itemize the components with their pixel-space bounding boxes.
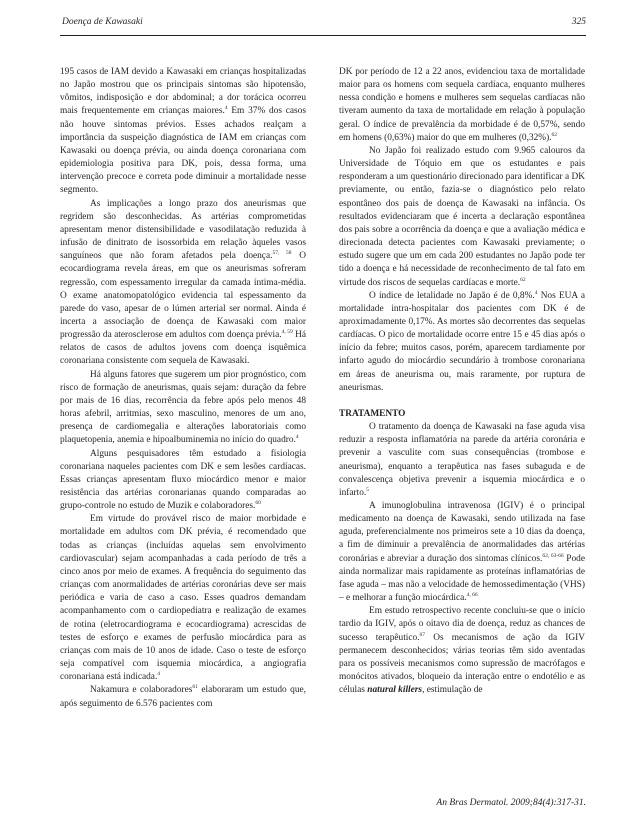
- paragraph-text: Em virtude do provável risco de maior morbidade e mortalidade em adultos com DK prévia, é recomendado que todas as crianças (incluídas aquelas sem envolvimento cardiovascular) sejam acompanhadas a cada período de três a cinco anos por meio de exames. A frequência do seguimento das crianças com anormalidades de artérias coronárias deve ser mais periódica e varia de caso a caso. Esses quadros demandam acompanhamento com o cardiopediatra e realização de exames de rotina (eletrocardiograma e ecocardiograma) acrescidas de testes de esforço e exames de perfusão miocárdica para as crianças com mais de 10 anos de idade. Caso o teste de esforço seja compatível com isquemia miocárdica, a angiografia coronariana está indicada.: [60, 514, 306, 683]
- citation-ref: 62: [520, 276, 526, 283]
- citation-ref: 4, 59: [281, 329, 293, 336]
- paragraph-text: DK por período de 12 a 22 anos, evidenciou taxa de mortalidade maior para os homens com sequela cardíaca, enquanto mulheres nessa condição e homens e mulheres sem sequelas cardíacas não tiveram aumento da taxa de mortalidade em relação à população geral. O índice de prevalência da morbidade é de 0,57%, sendo em homens (0,63%) maior do que em mulheres (0,32%).: [339, 67, 585, 143]
- citation-ref: 4: [295, 434, 299, 441]
- paragraph: [339, 421, 585, 500]
- running-head: Doença de Kawasaki: [62, 17, 143, 27]
- paragraph: [60, 198, 306, 369]
- paragraph-text: A imunoglobulina intravenosa (IGIV) é o principal medicamento na doença de Kawasaki, sendo utilizada na fase aguda, preferencialmente nos primeiros sete a 10 dias da doença, a fim de diminuir a prevalência de anormalidades das artérias coronárias e abreviar a duração dos sintomas clínicos.: [339, 501, 585, 564]
- paragraph: [339, 66, 585, 145]
- header-rule: [60, 35, 586, 36]
- paragraph: [60, 448, 306, 514]
- paragraph-text: O índice de letalidade no Japão é de 0,8%.: [369, 290, 535, 301]
- emphasis-text: natural killers: [367, 685, 423, 696]
- paragraph: [60, 66, 306, 198]
- paragraph-text: As implicações a longo prazo dos aneurismas que regridem são desconhecidas. As artérias comprometidas apresentam menor distensibilidade e vasodilatação reduzida à infusão de dinitrato de isossorbida em relação àqueles vasos sanguíneos que não foram afetados pela doença.: [60, 198, 306, 262]
- paragraph-text: O tratamento da doença de Kawasaki na fase aguda visa reduzir a resposta inflamatória na parede da artéria coronária e prevenir a vasculite com suas consequências (trombose e aneurisma), enquanto a terapêutica nas fases subaguda e de convalescença objetiva prevenir a isquemia miocárdica e o infarto.: [339, 422, 585, 498]
- paragraph-text: Há relatos de casos de adultos jovens com doença isquêmica coronariana consistente com sequela de Kawasaki.: [60, 330, 306, 367]
- citation-ref: 67: [419, 631, 426, 638]
- paragraph-text: Alguns pesquisadores têm estudado a fisiologia coronariana naqueles pacientes com DK e sem lesões cardíacas. Essas crianças apresentam fluxo miocárdico menor e maior resistência das artérias coronarianas quando comparadas ao grupo-controle no estudo de Muzik e colaboradores.: [60, 448, 306, 512]
- paragraph-text: Nos EUA a mortalidade intra-hospitalar dos pacientes com DK é de aproximadamente 0,17%. As mortes são decorrentes das sequelas cardíacas. O pico de mortalidade ocorre entre 15 e 45 dias após o início da febre; muitos casos, porém, aparecem tardiamente por infarto agudo do miocárdio secundário à trombose coronariana em áreas de aneurisma ou, mais raramente, por ruptura de aneurismas.: [339, 290, 585, 393]
- paragraph-text: elaboraram um estudo que, após seguimento de 6.576 pacientes com: [60, 685, 306, 709]
- paragraph-text: Pode ainda normalizar mais rapidamente as proteínas inflamatórias de fase aguda – mas não a velocidade de hemossedimentação (VHS) – e melhorar a função miocárdica.: [339, 553, 585, 604]
- paragraph-text: Em estudo retrospectivo recente concluiu-se que o início tardio da IGIV, após o oitavo dia de doença, reduz as chances de sucesso terapêutico.: [339, 606, 585, 643]
- paragraph: [339, 145, 585, 290]
- citation-ref: 62, 63-66: [542, 552, 564, 559]
- left-column: [60, 66, 306, 711]
- section-heading: TRATAMENTO: [339, 408, 406, 419]
- paragraph: [60, 369, 306, 448]
- paragraph-text: Há alguns fatores que sugerem um pior prognóstico, com risco de formação de aneurismas, quais sejam: duração da febre por mais de 16 dias, recorrência da febre após pelo menos 48 horas afebril, arritmias, sexo masculino, menores de um ano, presença de cardiomegalia e alterações laboratoriais como plaquetopenia, anemia e hipoalbuminemia no início do quadro.: [60, 369, 306, 446]
- paragraph: [339, 605, 585, 697]
- paragraph-text: Em 37% dos casos não houve sintomas prévios. Esses achados realçam a importância da suspeição diagnóstica de IAM em crianças com Kawasaki ou doença prévia, ou ainda doença coronariana com epidemiologia positiva para DK, pois, dessa forma, uma intervenção precoce e correta pode diminuir a mortalidade nesse segmento.: [60, 106, 307, 196]
- right-column: [339, 66, 585, 697]
- citation-ref: 4: [534, 289, 538, 296]
- paragraph-text: Os mecanismos de ação da IGIV permanecem desconhecidos; várias teorias têm sido aventadas para os possíveis mecanismos como supressão de macrófagos e monócitos ativados, bloqueio da interação entre o endotélio e as células: [339, 632, 585, 696]
- citation-ref: 4, 66: [466, 592, 478, 599]
- citation-ref: 5: [366, 486, 369, 493]
- citation-ref: 60: [255, 500, 261, 507]
- citation-ref: 62: [551, 131, 558, 138]
- citation-ref: 4: [224, 105, 228, 112]
- paragraph-text: 195 casos de IAM devido a Kawasaki em crianças hospitalizadas no Japão mostrou que os principais sintomas são hipotensão, vômitos, indisposição e dor abdominal; a dor torácica ocorreu mais frequentemente em crianças maiores.: [60, 67, 306, 117]
- paragraph-text: , estimulação de: [422, 685, 483, 696]
- citation-ref: 57, 58: [272, 250, 292, 257]
- paragraph-text: Nakamura e colaboradores: [90, 685, 193, 696]
- footer-citation: An Bras Dermatol. 2009;84(4):317-31.: [436, 798, 586, 808]
- paragraph-text: No Japão foi realizado estudo com 9.965 calouros da Universidade de Tóquio em que os estudantes e pais responderam a um questionário direcionado para identificar a DK previamente, ou então, fazia-se o diagnóstico pelo relato espontâneo dos pais de doença de Kawasaki na infância. Os resultados evidenciaram que é incerta a declaração espontânea dos pais sobre a ocorrência da doença e que a avaliação médica e direcionada detecta pacientes com Kawasaki previamente; o estudo sugere que um em cada 200 estudantes no Japão pode ter tido a doença e há necessidade de reconhecimento de tal fato em virtude dos riscos de sequelas cardíacas e morte.: [339, 145, 585, 288]
- paragraph: [339, 500, 585, 605]
- paragraph: [339, 290, 585, 395]
- page-number: 325: [571, 17, 586, 27]
- paragraph: [60, 513, 306, 684]
- paragraph: [60, 684, 306, 710]
- paragraph-text: O ecocardiograma revela áreas, em que os aneurismas sofreram regressão, com espessamento irregular da camada íntima-média. O exame anatomopatológico evidencia tal espessamento da parede do vaso, apesar de o lúmen arterial ser normal. Ainda é incerta a associação de doença de Kawasaki com maior progressão da aterosclerose em adultos com doença prévia.: [60, 251, 306, 341]
- citation-ref: 61: [192, 684, 198, 691]
- citation-ref: 4: [157, 671, 161, 678]
